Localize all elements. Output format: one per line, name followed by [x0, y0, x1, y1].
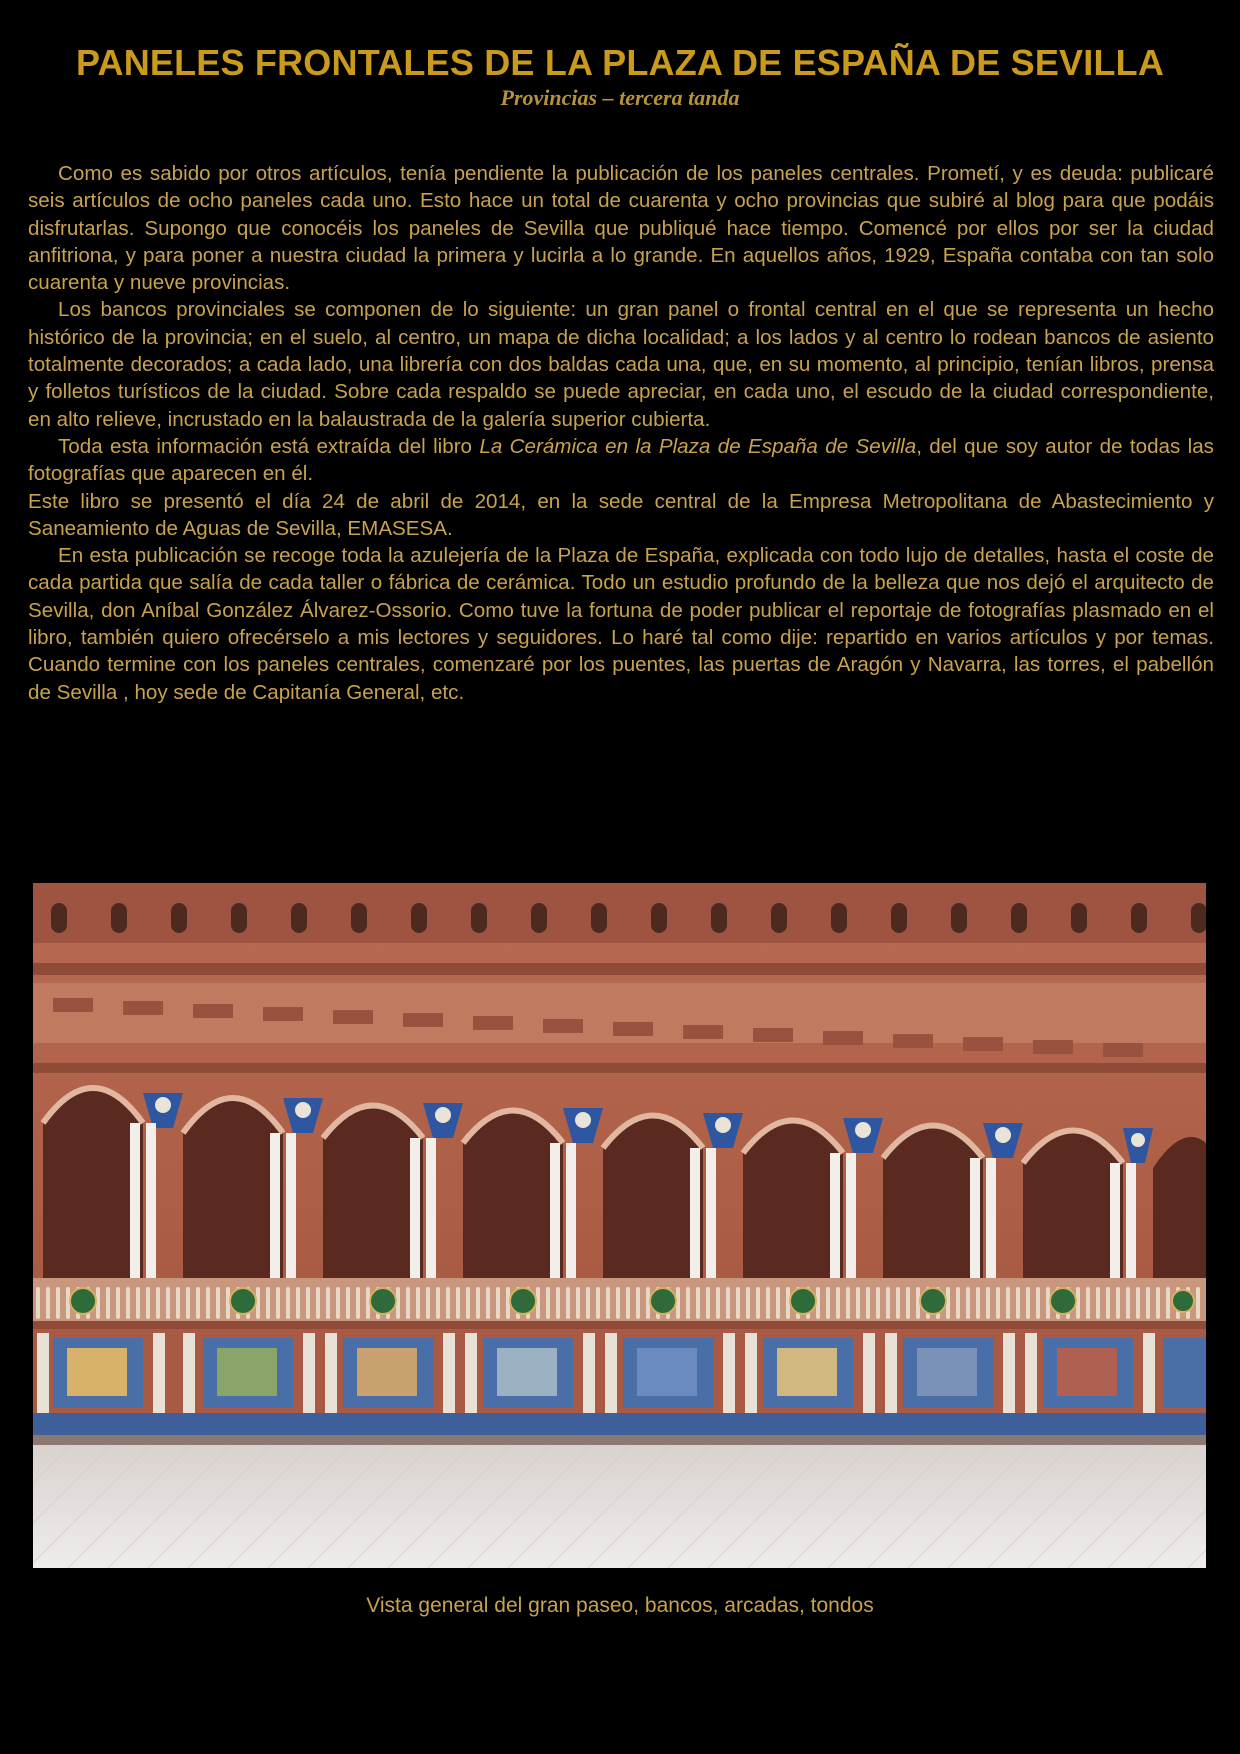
article-paragraph-intro: Como es sabido por otros artículos, tenía pendiente la publicación de los paneles centrales. Prometí, y es deuda: publicaré seis artículos de ocho paneles cada uno. Esto hace un total de cuarenta y ocho provincias que subiré al blog para que podáis disfrutarlas. Supongo que conocéis los paneles de Sevilla que publiqué hace tiempo. Comencé por ellos por ser la ciudad anfitriona, y para poner a nuestra ciudad la primera y lucirla a lo grande. En aquellos años, 1929, España contaba con tan solo cuarenta y nueve provincias. — [28, 162, 1214, 295]
book-title: La Cerámica en la Plaza de España de Sevilla — [479, 434, 917, 458]
article-paragraph-benches: Los bancos provinciales se componen de lo siguiente: un gran panel o frontal central en el que se representa un hecho histórico de la provincia; en el suelo, al centro, un mapa de dicha localidad; a los lados y al centro lo rodean bancos de asiento totalmente decorados; a cada lado, una librería con dos baldas cada una, que, en su momento, al principio, tenían libros, prensa y folletos turísticos de la ciudad. Sobre cada respaldo se puede apreciar, en cada uno, el escudo de la ciudad correspondiente, en alto relieve, incrustado en la balaustrada de la galería superior cubierta. — [28, 298, 1214, 431]
article-body — [28, 160, 1214, 706]
plaza-photo — [33, 883, 1206, 1568]
article-paragraph-source — [28, 433, 1214, 488]
page-title: PANELES FRONTALES DE LA PLAZA DE ESPAÑA DE SEVILLA — [75, 42, 1165, 83]
article-paragraph-publication: En esta publicación se recoge toda la azulejería de la Plaza de España, explicada con todo lujo de detalles, hasta el coste de cada partida que salía de cada taller o fábrica de cerámica. Todo un estudio profundo de la belleza que nos dejó el arquitecto de Sevilla, don Aníbal González Álvarez-Ossorio. Como tuve la fortuna de poder publicar el reportaje de fotografías plasmado en el libro, también quiero ofrecérselo a mis lectores y seguidores. Lo haré tal como dije: repartido en varios artículos y por temas. Cuando termine con los paneles centrales, comenzaré por los puentes, las puertas de Aragón y Navarra, las torres, el pabellón de Sevilla , hoy sede de Capitanía General, etc. — [28, 544, 1214, 704]
page-subtitle: Provincias – tercera tanda — [500, 85, 740, 110]
source-text-after: , del que soy autor de todas las fotografías que aparecen en él. — [28, 434, 1214, 486]
article-paragraph-presentation: Este libro se presentó el día 24 de abril de 2014, en la sede central de la Empresa Metropolitana de Abastecimiento y Saneamiento de Aguas de Sevilla, EMASESA. — [28, 489, 1214, 540]
photo-caption: Vista general del gran paseo, bancos, arcadas, tondos — [366, 1594, 874, 1617]
source-text-before: Toda esta información está extraída del libro — [58, 434, 480, 458]
